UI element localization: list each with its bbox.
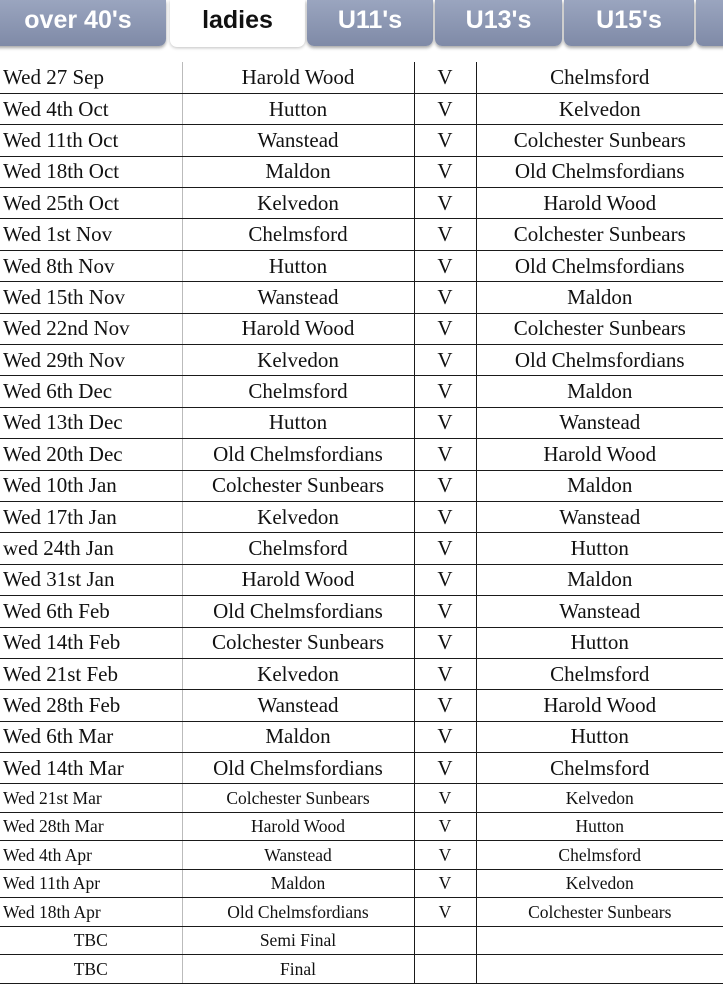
- fixtures-table: [0, 62, 723, 984]
- fixture-date: Wed 25th Oct: [0, 188, 182, 219]
- away-team: Chelmsford: [476, 753, 723, 784]
- fixture-date: Wed 31st Jan: [0, 564, 182, 595]
- fixture-date: Wed 15th Nov: [0, 282, 182, 313]
- away-team: Hutton: [476, 533, 723, 564]
- table-row: [0, 125, 723, 156]
- table-row: [0, 376, 723, 407]
- fixture-date: Wed 8th Nov: [0, 250, 182, 281]
- away-team: Old Chelmsfordians: [476, 345, 723, 376]
- away-team: Colchester Sunbears: [476, 898, 723, 927]
- home-team: Maldon: [182, 869, 414, 898]
- fixture-date: Wed 11th Oct: [0, 125, 182, 156]
- away-team: Chelmsford: [476, 841, 723, 870]
- versus-marker: V: [414, 156, 476, 187]
- away-team: Maldon: [476, 282, 723, 313]
- table-row: [0, 926, 723, 955]
- versus-marker: V: [414, 313, 476, 344]
- table-row: [0, 658, 723, 689]
- home-team: Harold Wood: [182, 564, 414, 595]
- fixture-date: Wed 4th Apr: [0, 841, 182, 870]
- away-team: Kelvedon: [476, 93, 723, 124]
- away-team: Colchester Sunbears: [476, 313, 723, 344]
- table-row: [0, 219, 723, 250]
- away-team: Wanstead: [476, 407, 723, 438]
- fixture-date: Wed 27 Sep: [0, 62, 182, 93]
- home-team: Kelvedon: [182, 501, 414, 532]
- versus-marker: V: [414, 627, 476, 658]
- away-team: Harold Wood: [476, 690, 723, 721]
- home-team: Old Chelmsfordians: [182, 753, 414, 784]
- table-row: [0, 898, 723, 927]
- table-row: [0, 869, 723, 898]
- away-team: Harold Wood: [476, 439, 723, 470]
- away-team: Wanstead: [476, 596, 723, 627]
- versus-marker: V: [414, 812, 476, 841]
- table-row: [0, 156, 723, 187]
- versus-marker: V: [414, 376, 476, 407]
- table-row: [0, 188, 723, 219]
- home-team: Semi Final: [182, 926, 414, 955]
- table-row: [0, 690, 723, 721]
- fixture-date: TBC: [0, 955, 182, 984]
- fixture-date: Wed 4th Oct: [0, 93, 182, 124]
- away-team: Wanstead: [476, 501, 723, 532]
- home-team: Kelvedon: [182, 658, 414, 689]
- tab-u15s[interactable]: U15's: [564, 0, 694, 46]
- table-row: [0, 313, 723, 344]
- table-row: [0, 753, 723, 784]
- table-row: [0, 501, 723, 532]
- away-team: Colchester Sunbears: [476, 219, 723, 250]
- tab-over-40s[interactable]: over 40's: [0, 0, 166, 46]
- table-row: [0, 62, 723, 93]
- versus-marker: V: [414, 250, 476, 281]
- home-team: Colchester Sunbears: [182, 627, 414, 658]
- fixture-date: wed 24th Jan: [0, 533, 182, 564]
- away-team: Hutton: [476, 627, 723, 658]
- home-team: Colchester Sunbears: [182, 784, 414, 813]
- home-team: Maldon: [182, 721, 414, 752]
- home-team: Kelvedon: [182, 345, 414, 376]
- home-team: Old Chelmsfordians: [182, 596, 414, 627]
- versus-marker: V: [414, 721, 476, 752]
- fixture-date: TBC: [0, 926, 182, 955]
- fixture-date: Wed 18th Oct: [0, 156, 182, 187]
- fixture-date: Wed 17th Jan: [0, 501, 182, 532]
- tab-bar: [0, 0, 723, 52]
- versus-marker: [414, 955, 476, 984]
- home-team: Final: [182, 955, 414, 984]
- table-row: [0, 93, 723, 124]
- away-team: Maldon: [476, 376, 723, 407]
- table-row: [0, 282, 723, 313]
- home-team: Kelvedon: [182, 188, 414, 219]
- versus-marker: V: [414, 869, 476, 898]
- table-row: [0, 470, 723, 501]
- table-row: [0, 439, 723, 470]
- away-team: Kelvedon: [476, 784, 723, 813]
- home-team: Chelmsford: [182, 533, 414, 564]
- fixture-date: Wed 28th Mar: [0, 812, 182, 841]
- fixture-date: Wed 18th Apr: [0, 898, 182, 927]
- home-team: Harold Wood: [182, 62, 414, 93]
- fixture-date: Wed 21st Mar: [0, 784, 182, 813]
- table-row: [0, 250, 723, 281]
- table-row: [0, 627, 723, 658]
- fixture-date: Wed 21st Feb: [0, 658, 182, 689]
- versus-marker: V: [414, 841, 476, 870]
- versus-marker: V: [414, 282, 476, 313]
- fixture-date: Wed 6th Dec: [0, 376, 182, 407]
- home-team: Hutton: [182, 250, 414, 281]
- home-team: Hutton: [182, 93, 414, 124]
- home-team: Harold Wood: [182, 812, 414, 841]
- home-team: Maldon: [182, 156, 414, 187]
- table-row: [0, 841, 723, 870]
- table-row: [0, 596, 723, 627]
- table-row: [0, 721, 723, 752]
- home-team: Wanstead: [182, 282, 414, 313]
- home-team: Chelmsford: [182, 219, 414, 250]
- away-team: Maldon: [476, 564, 723, 595]
- versus-marker: V: [414, 93, 476, 124]
- fixture-date: Wed 14th Mar: [0, 753, 182, 784]
- fixture-date: Wed 22nd Nov: [0, 313, 182, 344]
- table-row: [0, 955, 723, 984]
- versus-marker: V: [414, 125, 476, 156]
- table-row: [0, 345, 723, 376]
- fixture-date: Wed 28th Feb: [0, 690, 182, 721]
- versus-marker: V: [414, 658, 476, 689]
- versus-marker: V: [414, 219, 476, 250]
- versus-marker: V: [414, 439, 476, 470]
- away-team: Harold Wood: [476, 188, 723, 219]
- away-team: Hutton: [476, 812, 723, 841]
- table-row: [0, 407, 723, 438]
- versus-marker: V: [414, 596, 476, 627]
- away-team: Old Chelmsfordians: [476, 156, 723, 187]
- table-row: [0, 564, 723, 595]
- versus-marker: V: [414, 784, 476, 813]
- home-team: Wanstead: [182, 690, 414, 721]
- home-team: Old Chelmsfordians: [182, 898, 414, 927]
- home-team: Harold Wood: [182, 313, 414, 344]
- fixture-date: Wed 1st Nov: [0, 219, 182, 250]
- fixture-date: Wed 10th Jan: [0, 470, 182, 501]
- table-row: [0, 784, 723, 813]
- away-team: [476, 926, 723, 955]
- home-team: Hutton: [182, 407, 414, 438]
- table-row: [0, 533, 723, 564]
- fixture-date: Wed 20th Dec: [0, 439, 182, 470]
- versus-marker: V: [414, 898, 476, 927]
- tab-ladies[interactable]: ladies: [170, 0, 305, 47]
- versus-marker: V: [414, 345, 476, 376]
- versus-marker: V: [414, 501, 476, 532]
- tab-u13s[interactable]: U13's: [435, 0, 562, 46]
- versus-marker: [414, 926, 476, 955]
- home-team: Colchester Sunbears: [182, 470, 414, 501]
- table-row: [0, 812, 723, 841]
- versus-marker: V: [414, 690, 476, 721]
- fixture-date: Wed 29th Nov: [0, 345, 182, 376]
- fixture-date: Wed 13th Dec: [0, 407, 182, 438]
- versus-marker: V: [414, 188, 476, 219]
- fixture-date: Wed 6th Mar: [0, 721, 182, 752]
- versus-marker: V: [414, 62, 476, 93]
- versus-marker: V: [414, 533, 476, 564]
- home-team: Wanstead: [182, 125, 414, 156]
- versus-marker: V: [414, 564, 476, 595]
- fixture-date: Wed 11th Apr: [0, 869, 182, 898]
- versus-marker: V: [414, 753, 476, 784]
- versus-marker: V: [414, 407, 476, 438]
- fixture-date: Wed 14th Feb: [0, 627, 182, 658]
- tab-u11s[interactable]: U11's: [307, 0, 433, 46]
- away-team: Kelvedon: [476, 869, 723, 898]
- away-team: [476, 955, 723, 984]
- home-team: Chelmsford: [182, 376, 414, 407]
- tab-overflow[interactable]: [696, 0, 723, 46]
- fixture-date: Wed 6th Feb: [0, 596, 182, 627]
- home-team: Wanstead: [182, 841, 414, 870]
- home-team: Old Chelmsfordians: [182, 439, 414, 470]
- away-team: Maldon: [476, 470, 723, 501]
- away-team: Hutton: [476, 721, 723, 752]
- away-team: Chelmsford: [476, 62, 723, 93]
- away-team: Old Chelmsfordians: [476, 250, 723, 281]
- away-team: Chelmsford: [476, 658, 723, 689]
- versus-marker: V: [414, 470, 476, 501]
- away-team: Colchester Sunbears: [476, 125, 723, 156]
